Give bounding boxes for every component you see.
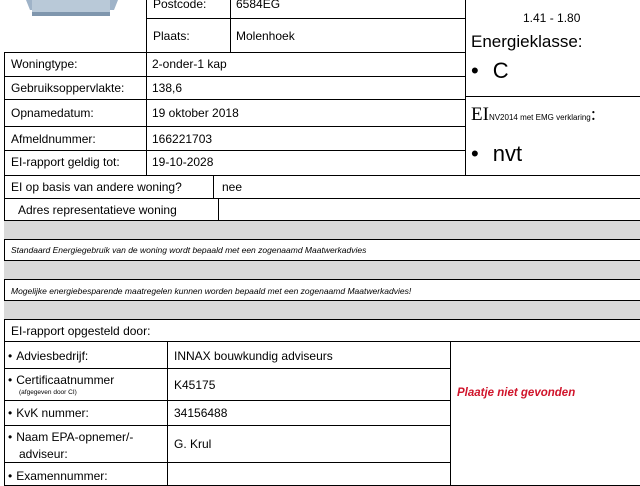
kvk-label: • KvK nummer: [8,407,89,419]
epa-opnemer-label: • Naam EPA-opnemer/- [8,431,133,443]
report-header: EI-rapport opgesteld door: [11,324,151,338]
geldig-tot-value: 19-10-2028 [152,155,214,169]
gray-band [4,260,640,280]
adres-representatief-label: Adres representatieve woning [18,203,177,217]
geldig-tot-label: EI-rapport geldig tot: [11,155,120,169]
examennummer-label: • Examennummer: [8,470,108,482]
andere-woning-label: EI op basis van andere woning? [11,180,182,194]
ei-label: EINV2014 met EMG verklaring: [471,104,597,125]
opnamedatum-value: 19 oktober 2018 [152,106,239,120]
andere-woning-value: nee [222,180,243,194]
postcode-label: Postcode: [153,0,207,11]
adviesbedrijf-value: INNAX bouwkundig adviseurs [174,349,333,363]
note-standaard: Standaard Energiegebruik van de woning wordt bepaald met een zogenaamd Maatwerkadvies [11,245,367,255]
gray-band [4,220,640,240]
energieklasse-value: • C [471,58,509,83]
house-illustration [22,0,122,16]
note-maatregelen: Mogelijke energiebesparende maatregelen kunnen worden bepaald met een zogenaamd Maatwerkadvies! [11,286,412,296]
epa-opnemer-sublabel: adviseur: [19,447,68,461]
epa-opnemer-value: G. Krul [174,437,212,451]
ei-value: • nvt [471,141,523,166]
plaats-value: Molenhoek [236,29,295,43]
gebruiksoppervlakte-label: Gebruiksoppervlakte: [11,81,125,95]
plaatje-niet-gevonden: Plaatje niet gevonden [457,387,576,399]
adviesbedrijf-label: • Adviesbedrijf: [8,350,88,362]
certificaat-label: • Certificaatnummer [8,374,114,386]
opnamedatum-label: Opnamedatum: [11,106,94,120]
woningtype-label: Woningtype: [11,57,78,71]
woningtype-value: 2-onder-1 kap [152,57,227,71]
gebruiksoppervlakte-value: 138,6 [152,81,183,95]
postcode-value: 6584EG [236,0,281,11]
certificaat-sublabel: (afgegeven door CI) [19,389,77,396]
kvk-value: 34156488 [174,406,228,420]
afmeldnummer-value: 166221703 [152,132,213,146]
energy-range: 1.41 - 1.80 [523,11,581,25]
plaats-label: Plaats: [153,29,190,43]
gray-band [4,300,640,320]
certificaat-value: K45175 [174,378,216,392]
afmeldnummer-label: Afmeldnummer: [11,132,96,146]
energieklasse-label: Energieklasse: [471,32,583,51]
